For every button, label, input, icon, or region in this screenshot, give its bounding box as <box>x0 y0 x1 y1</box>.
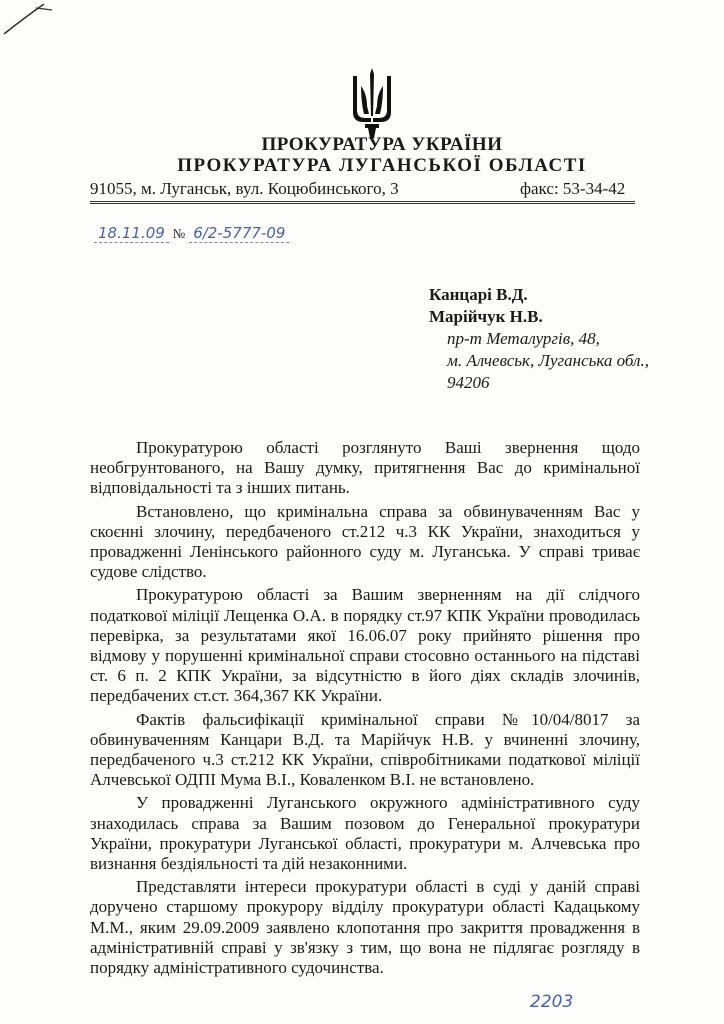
registration-date: 18.11.09 <box>94 224 169 243</box>
body-paragraph: Представляти інтереси прокуратури області в суді у даній справі доручено старшому прокурору відділу прокуратури області Кадацькому М.М., яким 29.09.2009 заявлено клопотання про закриття провадження в адміністративній справі у зв'язку з тим, що вона не підлягає розгляду в порядку адміністративного судочинства. <box>90 877 640 978</box>
org-title-region: ПРОКУРАТУРА ЛУГАНСЬКОЇ ОБЛАСТІ <box>177 155 587 176</box>
header-divider <box>90 201 635 204</box>
recipient-name-1: Канцарі В.Д. <box>429 285 528 304</box>
body-paragraph: Прокуратурою області за Вашим зверненням на дії слідчого податкової міліції Лещенка О.А. в порядку ст.97 КПК України проводилась перевірка, за результатами якої 16.06.07 року прийнято рішення про відмову у порушенні кримінальної справи стосовно останнього на підставі ст. 6 п. 2 КПК України, за відсутністю в його діях складів злочинів, передбачених ст.ст. 364,367 КК України. <box>90 585 640 706</box>
org-address: 91055, м. Луганськ, вул. Коцюбинського, 3 <box>90 179 399 198</box>
recipient-address-line: пр-т Металургів, 48, <box>447 329 600 348</box>
letter-body <box>90 438 640 981</box>
body-paragraph: У провадженні Луганського окружного адміністративного суду знаходилась справа за Вашим позовом до Генеральної прокуратури України, прокуратури Луганської області, прокуратури м. Алчевська про визнання бездіяльності та дій незаконними. <box>90 793 640 874</box>
trident-icon <box>347 66 397 140</box>
registration-number-label: № <box>172 226 186 241</box>
body-paragraph: Прокуратурою області розглянуто Ваші звернення щодо необгрунтованого, на Вашу думку, притягнення Вас до кримінальної відповідальності та з інших питань. <box>90 438 640 498</box>
org-title-ukraine: ПРОКУРАТУРА УКРАЇНИ <box>261 134 503 155</box>
recipient-block <box>429 284 649 394</box>
page-number-handwritten: 2203 <box>530 992 574 1012</box>
registration-line <box>94 224 289 243</box>
corner-pen-mark <box>0 0 60 40</box>
recipient-address-line: м. Алчевськ, Луганська обл., <box>447 351 649 370</box>
org-fax: факс: 53-34-42 <box>520 179 626 198</box>
body-paragraph: Встановлено, що кримінальна справа за обвинуваченням Вас у скоєнні злочину, передбаченого ст.212 ч.3 КК України, знаходиться у провадженні Ленінського районного суду м. Луганська. У справі триває судове слідство. <box>90 501 640 582</box>
recipient-address-line: 94206 <box>447 373 490 392</box>
body-paragraph: Фактів фальсифікації кримінальної справи №10/04/8017 за обвинуваченням Канцари В.Д. та Марійчук Н.В. у вчиненні злочину, передбаченого ч.3 ст.212 КК України, співробітниками податкової міліції Алчевської ОДПІ Мума В.І., Коваленком В.І. не встановлено. <box>90 709 640 790</box>
registration-number: 6/2-5777-09 <box>189 224 289 243</box>
recipient-name-2: Марійчук Н.В. <box>429 307 543 326</box>
